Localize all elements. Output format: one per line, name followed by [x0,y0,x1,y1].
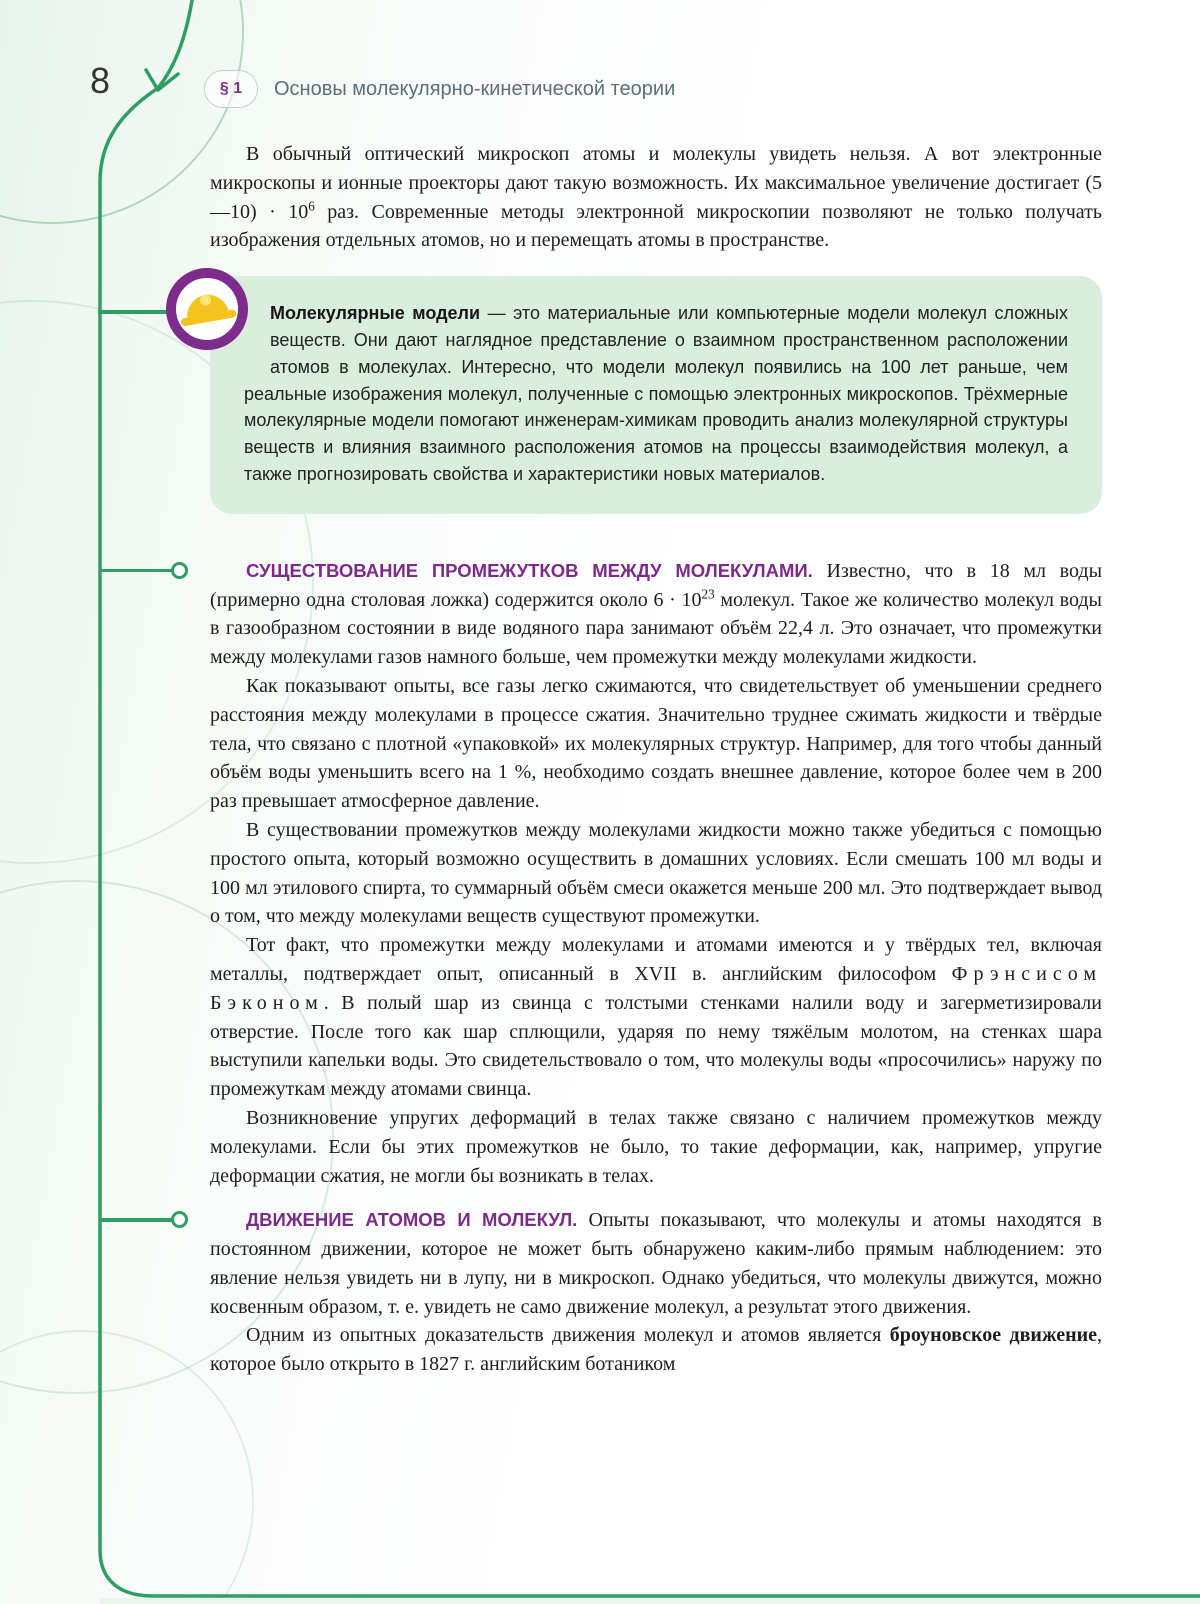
superscript: 23 [701,585,715,601]
paragraph: В существовании промежутков между молекулами жидкости можно также убедиться с помощью простого опыта, который возможно осуществить в домашних условиях. Если смешать 100 мл воды и 100 мл этилового спирта, то суммарный объём смеси окажется меньше 200 мл. Это подтверждает вывод о том, что между молекулами веществ существуют промежутки. [210,818,1102,928]
text-span: Известно, что в 18 мл воды (примерно одна столовая ложка) содержится около 6 · 10 [210,559,1103,611]
paragraph [210,1321,1102,1379]
text-span: молекул. Такое же количество молекул воды в газообразном состоянии в виде водяного пара занимают объём 22,4 л. Это означает, что промежутки между молекулами газов намного больше, чем промежутки между молекулами жидкости. [210,588,1102,669]
section-bullet-icon [171,562,188,579]
text-span: . В полый шар из свинца с толстыми стенками налили воду и загерметизировали отверстие. После того как шар сплющили, ударяя по нему тяжёлым молотом, на стенках шара выступили капельки воды. Это свидетельствовало о том, что молекулы воды «просочились» наружу по промежуткам между атомами свинца. [210,991,1102,1101]
section-heading: ДВИЖЕНИЕ АТОМОВ И МОЛЕКУЛ. [246,1209,578,1231]
vine-branch [98,310,170,314]
page-header [204,70,675,108]
text-span: Одним из опытных доказательств движения молекул и атомов является [246,1324,890,1347]
section-bullet-icon [171,1211,188,1228]
page-number: 8 [90,60,111,101]
paragraph [210,931,1102,1104]
section-gaps-paragraph-1 [210,557,1102,672]
section-marker-label: § 1 [219,80,243,97]
superscript: 6 [308,197,315,213]
section-motion [210,1206,1102,1379]
info-box-lead: Молекулярные модели [270,303,481,324]
engineer-helmet-icon [164,266,250,352]
info-box-text: — это материальные или компьютерные модели молекул сложных веществ. Они дают наглядное представление о взаимном пространственном расположении атомов в молекулах. Интересно, что модели молекул появились на 100 лет раньше, чем реальные изображения молекул, полученные с помощью электронных микроскопов. Трёхмерные молекулярные модели помогают инженерам-химикам проводить анализ молекулярной структуры веществ и влияния взаимного расположения атомов на процессы взаимодействия молекул, а также прогнозировать свойства и характеристики новых материалов. [244,303,1068,484]
text-span: Опыты показывают, что молекулы и атомы находятся в постоянном движении, которое не может быть обнаружено каким-либо прямым наблюдением: это явление нельзя увидеть ни в лупу, ни в микроскоп. Однако убедиться, что молекулы движутся, можно косвенным образом, т. е. увидеть не само движение молекул, а результат этого движения. [210,1209,1102,1318]
person-name: Фрэнсисом Бэконом [210,962,1102,1014]
section-marker [204,70,258,108]
vine-branch [100,1218,174,1222]
header-title: Основы молекулярно-кинетической теории [274,77,676,100]
text-span: Тот факт, что промежутки между молекулами и атомами имеются и у твёрдых тел, включая металлы, подтверждает опыт, описанный в XVII в. английским философом [210,934,1102,985]
text-span: В обычный оптический микроскоп атомы и молекулы увидеть нельзя. А вот электронные микроскопы и ионные проекторы дают такую возможность. Их максимальное увеличение достигает (5—10) · 10 [210,143,1102,223]
text-span: раз. Современные методы электронной микроскопии позволяют не только получать изображения отдельных атомов, но и перемещать атомы в пространстве. [210,200,1102,252]
section-motion-paragraph-1 [210,1206,1102,1321]
section-gaps [210,557,1102,1191]
bold-term: броуновское движение [889,1324,1097,1347]
decorative-circle [0,0,244,224]
content-column [210,140,1102,1379]
info-box [210,276,1102,514]
section-heading: СУЩЕСТВОВАНИЕ ПРОМЕЖУТКОВ МЕЖДУ МОЛЕКУЛАМИ. [246,559,813,581]
arrow-icon [146,70,178,90]
paragraph: Возникновение упругих деформаций в телах также связано с наличием промежутков между молекулами. Если бы этих промежутков не было, то такие деформации, как, например, упругие деформации сжатия, не могли бы возникать в телах. [210,1106,1102,1187]
vine-branch [100,569,174,573]
paragraph: Как показывают опыты, все газы легко сжимаются, что свидетельствует об уменьшении среднего расстояния между молекулами в процессе сжатия. Значительно труднее сжимать жидкости и твёрдые тела, что связано с плотной «упаковкой» их молекулярных структур. Например, для того чтобы данный объём воды уменьшить всего на 1 %, необходимо создать внешнее давление, которое более чем в 200 раз превышает атмосферное давление. [210,674,1102,813]
text-span: , которое было открыто в 1827 г. английским ботаником [210,1324,1102,1376]
intro-paragraph [210,140,1102,255]
